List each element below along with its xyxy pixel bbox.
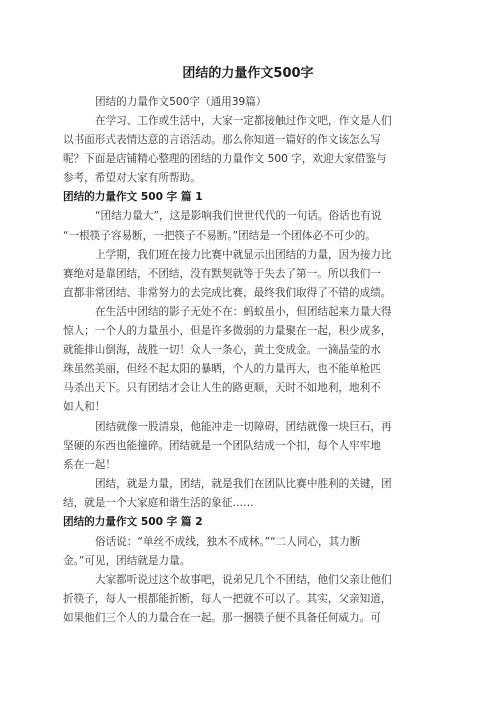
paragraph-line: 团结，就是力量，团结，就是我们在团队比赛中胜利的关键，团	[95, 478, 392, 490]
paragraph-line: 折筷子，每人一根都能折断，每人一把就不可以了。其实，父亲知道，	[63, 593, 392, 605]
intro-line: 以书面形式表情达意的言语活动。那么你知道一篇好的作文该怎么写	[63, 134, 381, 146]
paragraph-line: 俗话说：“单丝不成线，独木不成林。”“二人同心，其力断	[95, 536, 361, 548]
intro-line: 参考，希望对大家有所帮助。	[63, 172, 201, 184]
paragraph-line: 大家都听说过这个故事吧，说弟兄几个不团结，他们父亲让他们	[95, 574, 392, 586]
paragraph-line: “一根筷子容易断，一把筷子不易断。”团结是一个团体必不可少的。	[63, 230, 376, 242]
paragraph-line: 惊人；一个人的力量虽小，但是许多微弱的力量聚在一起，积少成多，	[63, 325, 392, 337]
paragraph-line: 如人和！	[63, 401, 106, 413]
intro-line: 在学习、工作或生活中，大家一定都接触过作文吧，作文是人们	[95, 115, 392, 127]
paragraph-line: “团结力量大”，这是影响我们世世代代的一句话。俗话也有说	[95, 210, 382, 222]
intro-line: 团结的力量作文500字（通用39篇）	[95, 96, 267, 108]
paragraph-line: 系在一起！	[63, 459, 116, 471]
paragraph-line: 直都非常团结、非常努力的去完成比赛，最终我们取得了不错的成绩。	[63, 287, 392, 299]
paragraph-line: 上学期，我们班在接力比赛中就显示出团结的力量，因为接力比	[95, 249, 392, 261]
intro-line: 呢？下面是店铺精心整理的团结的力量作文 500 字，欢迎大家借鉴与	[63, 153, 387, 165]
paragraph-line: 结，就是一个大家庭和谐生活的象征……	[63, 497, 254, 509]
paragraph-line: 在生活中团结的影子无处不在：蚂蚁虽小，但团结起来力量大得	[95, 306, 392, 318]
paragraph-line: 赛绝对是靠团结，不团结，没有默契就等于失去了第一。所以我们一	[63, 268, 381, 280]
page-title: 团结的力量作文500字	[182, 66, 314, 81]
paragraph-line: 珠虽然美丽，但经不起太阳的暴晒，个人的力量再大，也不能单枪匹	[63, 363, 381, 375]
paragraph-line: 马杀出天下。只有团结才会让人生的路更顺，天时不如地利，地利不	[63, 382, 381, 394]
section-heading: 团结的力量作文 500 字 篇 2	[63, 516, 203, 528]
paragraph-line: 如果他们三个人的力量合在一起。那一捆筷子便不具备任何威力。可	[63, 612, 381, 624]
paragraph-line: 坚硬的东西也能撞碎。团结就是一个团队结成一个扣，每个人牢牢地	[63, 440, 381, 452]
paragraph-line: 团结就像一股清泉，他能冲走一切障碍，团结就像一块巨石，再	[95, 421, 392, 433]
paragraph-line: 金。”可见，团结就是力量。	[63, 555, 191, 567]
section-heading: 团结的力量作文 500 字 篇 1	[63, 191, 203, 203]
paragraph-line: 就能排山倒海，战胜一切！众人一条心，黄土变成金。一滴晶莹的水	[63, 344, 381, 356]
